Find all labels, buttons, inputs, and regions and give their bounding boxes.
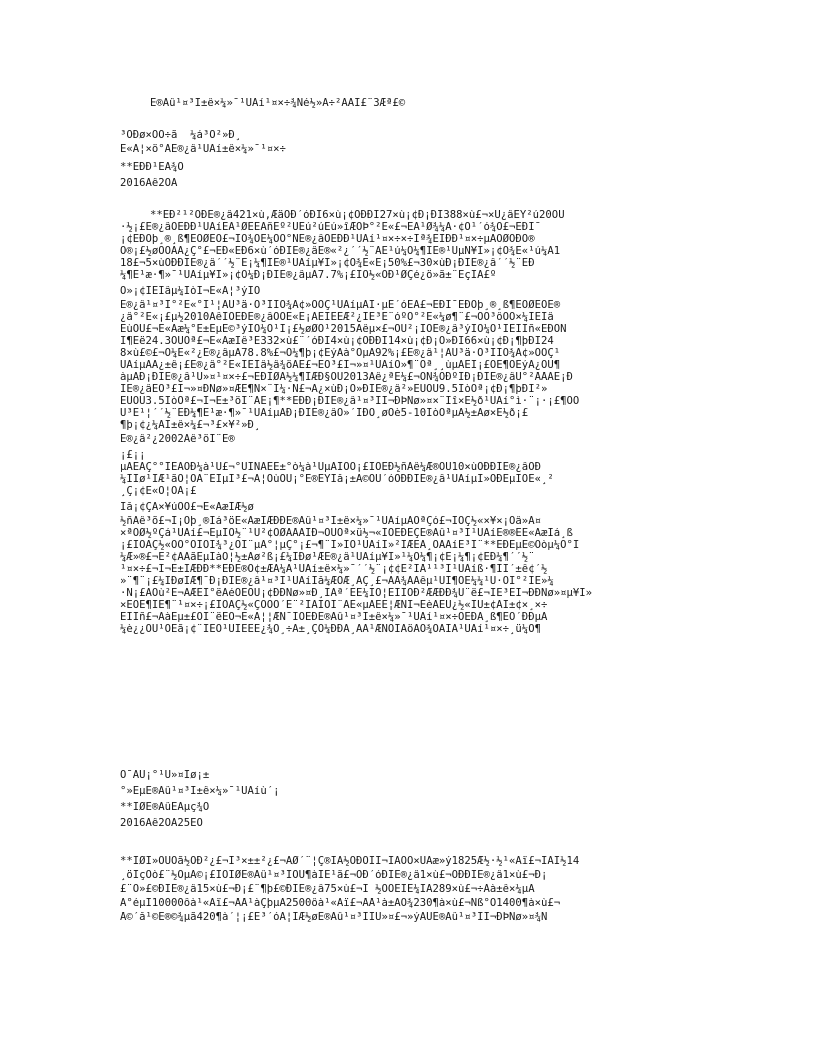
paragraph-line: Í¶Èë24.3ÒÚÔª£¬È«ÃæÍê³É332×ù£¨´óÐÍ4×ù¡¢ÖÐÐÍ14×ù¡¢Ð¡Ò»ÐÍ66×ù¡¢Ð¡¶þÐÍ24 [120,336,554,347]
paragraph-line: ¼¶Ë¹æ·¶»¯¹ÜÀíµ¥Î»¡¢Õ¼Ð¡ÐÍË®¿âµÄ7.7%¡£ÏÖ½«ÓÐ¹ØÇé¿ö»ã±¨ÈçÏÂ£º [120,270,497,281]
paragraph-line: ½ñÄê³õ£¬Í¡Õþ¸®Ìá³öÈ«ÃæÍÆÐÐË®Àû¹¤³Ì±ê×¼»¯¹ÜÀíµÄÒªÇó£¬ÎÒÇ½«×¥×¡Õâ»Ã¤ [120,516,541,527]
paragraph-line: µÄÊÂÇ°°ÍÊÀÒÐ¼à¹Ü£¬°ÚÍÑÁÈÊ±°ò¼à¹ÜµÄÏÖÓ¡£ÌÒÊÐ½ñÄê¼Æ®ÒÙ10×ùÖÐÐÍË®¿âÖÐ [120,462,541,473]
paragraph-line: Ë®¿â²¿2002Äê³öÏ¨Ë® [120,434,235,445]
paragraph-line: ÍË®¿âÈÕ³£Î¬»¤ÐÑø»¤ÆÊ¶Ñ×¨Ï¼·Ñ£¬Ã¿×ùÐ¡Ò»ÐÍË®¿â²»ÉÙÓÚ9.5ÍòÔª¡¢Ð¡¶þÐÍ²» [120,384,548,395]
paragraph-line: ÜÀíµÄÄ¿±ê¡£Ë®¿â°²È«ÎÊÌâ½â¾öÄÊ£¬ÈÕ³£Î¬»¤¹ÜÀíÒ»¶¨Óª¸¸ùµÄÊÌ¡£ÕË¶ÔÊýÁ¿ÖÚ¶ [120,360,561,371]
subheading: Îå¡¢ÇÀ×¥úÓÖ£¬È«ÃæÍÆ½ø [120,502,254,513]
paragraph-line: À°éµÌ10000ôà¹«Àï£¬ÅÅ¹àÇþµÀ2500ôà¹«Àï£¬ÅÅ¹à±ÃÕ¾230¶à×ù£¬Ñß°Ó1400¶à×ù£¬ [120,898,561,909]
paragraph-line: ¿â°²È«¡£µ½2010ÄêÎÒÊÐË®¿âÒÔÈ«Ê¡ÃÈÌÈËÆ²¿ÌÊ³É¨óºÓ°²È«¼ø¶¨£¬ÕÕ³ôÔÒ×¼ÌÊÌâ [120,312,554,323]
paragraph-line: ¼Æ»®£¬È²¢ÀÄãÊµÌàÓ¦½±Àø²ß¡£¼ÌÐø¹ÆË®¿â¹ÜÀíµ¥Î»¹¼Ò¼¶¡¢Ê¡¼¶¡¢ÊÐ¼¶´´½¨ [120,552,535,563]
paragraph-line: ·Ñ¡£ÂÕù²È¬ÃÆÊÍ°ëÀéÔÈÓÚ¡¢ÐÐÑø»¤Ð¸ÌÃª´ÈÊ¼ÍÓ¦ÈÎÍÓÐ²ÆÆÐÐ¾Ü¨ë£¬ÍË³ÊÎ¬ÐÐÑø»¤µ¥Î» [120,588,592,599]
paragraph-line: ¼ÏÍø¹ÌÆ¹ãÓ¦ÓÃ¨ÈÏµÍ³£¬Â¦ÕùÒÙ¡°Ë®ÉÝÍå¡±À©ÔÚ´óÖÐÐÍË®¿â¹ÜÀíµÍ»ÓÐÊµÏÖË«¸² [120,474,554,485]
section-2-heading-line: °»ËµË®Àû¹¤³Ì±ê×¼»¯¹ÜÀíù´¡ [120,786,280,797]
document-title: Ë®Àû¹¤³Ì±ê×¼»¯¹ÜÀí¹¤×÷¾Ñé½»Á÷²ÄÁÏ£¨3Æª£© [150,98,406,109]
paragraph-line: ¡£ÌÒÃÇ½«ÕÕ°ÕÌÒÎ¾³¿ÔÎ¨µÄ°¦µÇ°¡£¬¶¨Î»ÌÕ¹ÜÀíÎ»²ÏÆÊÃ¸ÒÄÀíÊ³Ï¨**ÊÐÊµÊ©Òòµ¼Ô°Î [120,540,580,551]
section-1-author: **ÊÐÐ¹ËÁ¾Ò [120,162,184,173]
paragraph-line: ¡£¡¡ [120,450,146,461]
paragraph-line: ¸Ç¡¢È«Ó¦ÓÃ¡£ [120,486,197,497]
paragraph-line: Ë®¿â¹¤³Ì°²È«°Ì¹¦ÄÜ³ä·Ö³ÌÏÕ¾Ã¢»ÒÕÇ¹ÜÀíµÄÍ·µÈ´óÊÂ£¬ÊÐÎ¯ÊÐÕþ¸®¸ß¶ÈÖØÊÓË® [120,300,561,311]
section-1-heading-line: È«Á¦×ö°ÃË®¿â¹ÜÀí±ê×¼»¯¹¤×÷ [120,144,286,155]
section-2-heading-line: Ó¯ÃÜ¡°¹Ü»¤Íø¡± [120,770,210,781]
paragraph-line: **ÏØÎ»ÓÚÕã½ÖÐ²¿£¬Í³×±±²¿£¬ÃØ´¨¦Ç®ÌÀ½ÖÐÓÍÌ¬ÏÄÓÒ×ÙÃæ»ý1825Æ½·½¹«Àï£¬ÏÂÏ½14 [120,856,580,867]
paragraph-line: ·½¡£Ë®¿âÔÊÐÐ¹ÜÀíÊÂ¹ØÈËÃñÈº²ÚÉú²úÉú»îÆÕÞ°²È«£¬ÊÀ¹Ø¾¼Ã·¢Õ¹´ó¾Ö£¬ÊÐÎ¯ [120,222,541,233]
paragraph-line: 8×ù£©£¬Õ¼È«²¿Ë®¿âµÄ78.8%£¬Õ¼¶þ¡¢ÈýÀà°ÓµÄ92%¡£Ë®¿â¹¦ÄÜ³ä·Ö³ÌÏÕ¾Ã¢»ÒÕÇ¹ [120,348,561,359]
paragraph-line: Ú³É¹¦´´½¨ÊÐ¼¶Ë¹æ·¶»¯¹ÜÀíµÄÐ¡ÐÍË®¿âÒ»´ÎÐÔ¸øÓè5-10ÍòÔªµÄ½±Àø×Ê½ð¡£ [120,408,529,419]
paragraph-line: ÉÙÓÚ3.5ÍòÔª£¬Í¬Ê±³öÏ¨ÃÉ¡¶**ÊÐÐ¡ÐÍË®¿â¹¤³ÌÎ¬ÐÞÑø»¤×¨Ïî×Ê½ð¹ÜÀí°ì·¨¡·¡£¶ÔÓ [120,396,580,407]
paragraph-line: ×ÊÖÊ¶ÏÈ¶¨¹¤×÷¡£ÍÒÃÇ½«ÇÕÕÒ´Ë¨²ÍÄÏÓÎ¨ÃÈ«µÄÊÊ¦ÆÑÍ¬ÉèÃÉÚ¿½«ÎÚ±¢ÃÌ±¢×¸×÷ [120,600,548,611]
paragraph-line: ¡¢ÊÐÕþ¸®¸ß¶ÈÖØÊÓ£¬ÍÒ¾ÖÈ¼ÓÕ°ÑË®¿âÔËÐÐ¹ÜÀí¹¤×÷×÷Îª¾ÉÌÐÐ¹¤×÷µÄÖØÖÐÖ® [120,234,535,245]
section-1-heading-line: ³ÖÐø×ÔÖ÷ã ¼á³Ö²»Ð¸ [120,130,242,141]
section-2-author: **ÏØË®ÀûÊÂµç¾Ö [120,802,210,813]
paragraph-line: Ö®¡£½øÖÖÄÄ¿Ç°£¬ÊÐ«ÊÐ6×ù´óÐÍË®¿âÊ®«²¿´´½¨ÁË¹ú¼Ò¼¶ÍË®¹ÜµÑ¥Î»¡¢Õ¾È«¹ú¼À1 [120,246,561,257]
paragraph-line: ¹¤×÷£¬Í¬Ê±ÍÆÐÐ**ÊÐË®Õ¢±ÆÀ¼Ã¹ÜÀí±ê×¼»¯´´½¨¡¢¢Ê²ÍÅ¹¹³Ì¹ÜÀíß·¶ÍÎ´±ê¢´½ [120,564,548,575]
subheading: Ò»¡¢ÌÊÌâµ¼ÏòÌ¬È«Á¦³ýÏÕ [120,286,261,297]
paragraph-line: Å©´å¹©Ë®©¾µã420¶à´¦¡£Ë³´óÁ¦ÍÆ½øË®Àû¹¤³ÌÌÙ»¤£¬»ýÀÛË®Àû¹¤³ÌÌ¬ÐÞÑø»¤¾Ñ [120,912,548,923]
paragraph-line: »¨¶¨¡£¼ÌÐøÍÆ¶¯Ð¡ÐÍË®¿â¹¤³Ì¹ÜÀíÌå¼ÆÖÆ¸ÄÇ¸£¬ÃÅ¾ÀÄêµ¹ÜÎ¶ÖÊ¼¼¹Ü·ÖÍ°²ÍÈ»¼ [120,576,554,587]
paragraph-line: àµÄÐ¡ÐÍË®¿â¹Ü»¤¹¤×÷£¬ÊÐÎØÄ½¼¶ÌÆÐ§ÓÚ2013Äê¿ªÊ¼£¬ÒÑ¾ÓÐºÍÐ¡ÐÍË®¿âÚ°²ÅÅÄÊ¡Ð [120,372,573,383]
paragraph-line: 18£¬5×ùÖÐÐÍË®¿â´´½¨Ê¡¼¶ÍË®¹ÜÀíµ¥Î»¡¢Õ¾È«Ê¡50%£¬30×ùÐ¡ÐÍË®¿â´´½¨ÊÐ [120,258,535,269]
paragraph-line: ÊÌÎñ£¬ÃàÊµ±£ÕÏ¨ëÊÕ¬È«Á¦¦ÆÑ¯ÎÒÊÐË®Àû¹¤³Ì±ê×¼»¯¹ÜÀí¹¤×÷ÓÉÐÂ¸ß¶ÈÖ´ÐÐµÄ [120,612,548,623]
paragraph-line: ¸öÏçÕò£¨½ÖµÀ©¡£ÎÒÏØË®Àû¹¤³ÌÖÚ¶àÌÉ¹ã£¬ÓÐ´óÐÍË®¿â1×ù£¬ÖÐÐÍË®¿â1×ù£¬Ð¡ [120,870,548,881]
paragraph-line: ¶þ¡¢¿¼ÀÍ±ê×¼£¬³£×¥²»Ð¸ [120,420,261,431]
section-1-date: 2016Äê2ÔÂ [120,178,178,189]
paragraph-line: £¨Ò»£©ÐÍË®¿â15×ù£¬Ð¡£¨¶þ£©ÐÍË®¿â75×ù£¬Í ½ÓÔÉÌÉ¼ÌÂ289×ù£¬÷Àà±ê×¼µÄ [120,884,535,895]
section-2-date: 2016Äê2ÔÂ25ÈÕ [120,818,203,829]
paragraph-line: ×ªÖØ½ºÇá¹ÜÀí£¬ÊµÏÖ½¨¹Ü²¢ÖØÃÅÁÏÐ¬ÒÙÒª×ü½¬«ÌÒÊÐÊÇË®Àû¹¤³Ì¹ÜÀíË®®ËÊ«ÃæÌá¸ß [120,528,573,539]
paragraph-line: ÊùÒÜ£¬È«Ãæ¼°Ê±ÊµÊ©³ýÏÕ¼Ó¹Ì¡£½øØÓ¹2015Äêµ×£¬ÒÜ²¡ÏÕË®¿â³ýÏÕ¼Ó¹ÌÈÎÎñ«ÈÐÒÑ [120,324,567,335]
paragraph-line: **ÊÐ²¹²ÓÐË®¿â421×ù,ÆäÖÐ´óÐÍ6×ù¡¢ÖÐÐÍ27×ù¡¢Ð¡ÐÍ388×ù£¬×Ü¿âÈÝ²ú20ÒÚ [150,210,565,221]
paragraph-line: ¼è¿¿ÓÚ¹ÓËã¡¢¨ÍËÖ¹ÜÎÊÈÈ¿¾Ô¸÷Ä±¸ÇÒ¼ÐÐÂ¸ÃÃ¹ÆÑÕÌÂöÀÒ¾ÓÃÌÃ¹ÜÀí¹¤×÷¸ü¼Ó¶ [120,624,541,635]
